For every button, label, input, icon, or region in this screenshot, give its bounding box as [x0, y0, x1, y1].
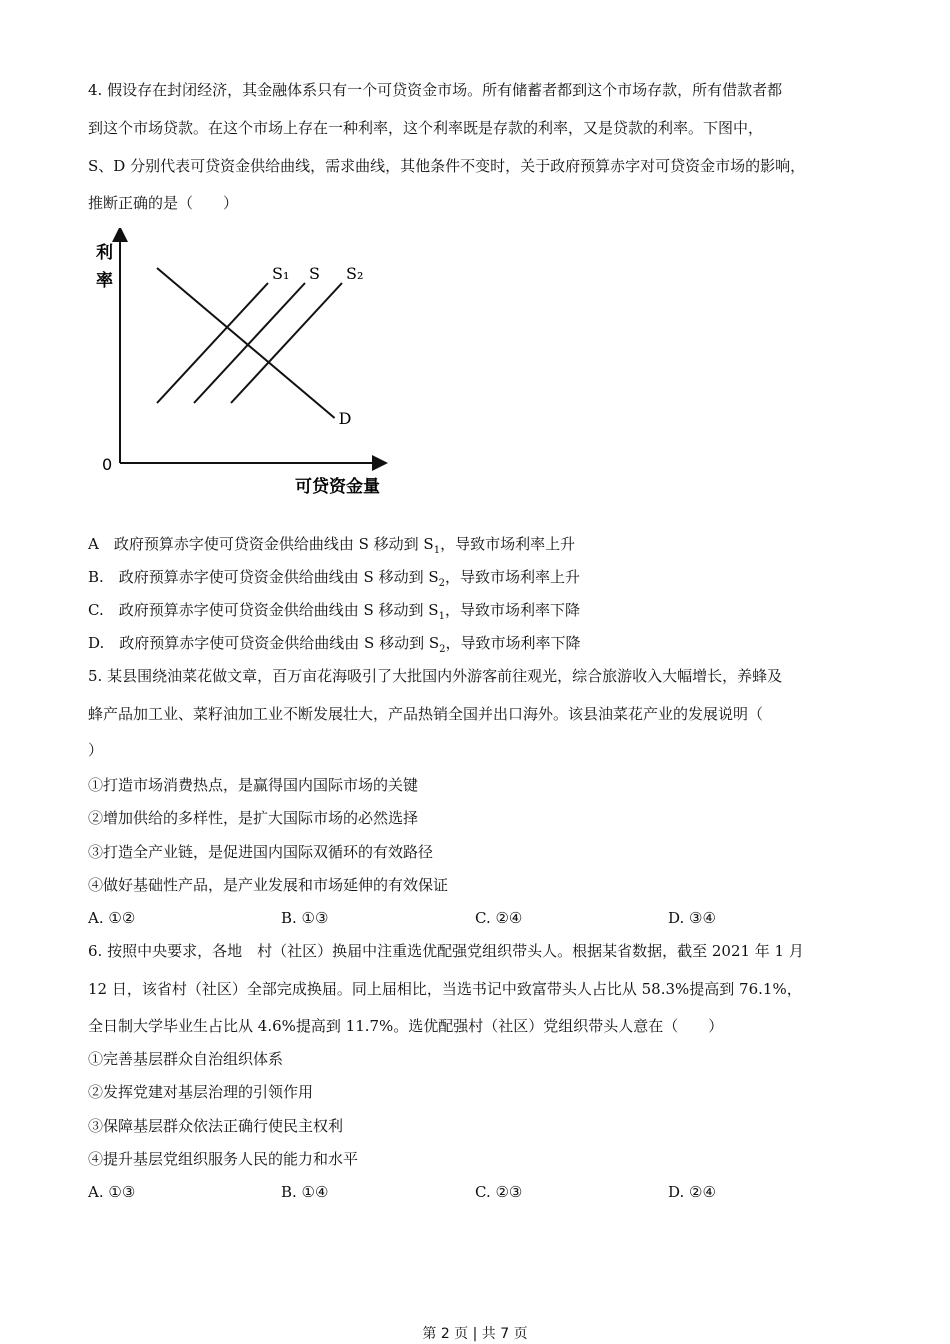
q5-stem-line-1: 5. 某县围绕油菜花做文章，百万亩花海吸引了大批国内外游客前往观光，综合旅游收入大幅增长，养蜂及	[88, 667, 783, 685]
series-line-1	[194, 283, 305, 403]
x-axis-label: 可贷资金量	[295, 477, 380, 497]
q5-option-a[interactable]: A. ①②	[88, 909, 136, 927]
q4-option-b[interactable]: B. 政府预算赤字使可贷资金供给曲线由 S 移动到 $S_2$，导致市场利率上升	[88, 568, 581, 589]
page-footer: 第 2 页 | 共 7 页	[422, 1326, 528, 1342]
series-label-3: D	[338, 409, 352, 428]
q5-stem-line-2: 蜂产品加工业、菜籽油加工业不断发展壮大，产品热销全国并出口海外。该县油菜花产业的发展说明（	[88, 705, 764, 723]
q5-item-4: ④做好基础性产品，是产业发展和市场延伸的有效保证	[88, 876, 449, 894]
series-label-0: S₁	[272, 264, 290, 283]
q5-item-2: ②增加供给的多样性，是扩大国际市场的必然选择	[88, 809, 419, 827]
series-line-2	[231, 283, 342, 403]
y-axis-label-char-1: 利	[96, 243, 113, 263]
q4-stem-line-3: S、D 分别代表可贷资金供给曲线，需求曲线，其他条件不变时，关于政府预算赤字对可贷资金市场的影响，	[88, 157, 806, 175]
series-label-2: S₂	[346, 264, 364, 283]
q4-option-a[interactable]: A 政府预算赤字使可贷资金供给曲线由 S 移动到 $S_1$，导致市场利率上升	[88, 535, 576, 556]
q5-option-c[interactable]: C. ②④	[475, 909, 523, 927]
origin-label: 0	[102, 455, 113, 474]
q6-option-c[interactable]: C. ②③	[475, 1183, 523, 1201]
q6-item-2: ②发挥党建对基层治理的引领作用	[88, 1083, 314, 1101]
q5-options	[88, 908, 868, 928]
y-axis-label-char-2: 率	[96, 271, 113, 291]
q6-stem-line-2: 12 日，该省村（社区）全部完成换届。同上届相比，当选书记中致富带头人占比从 58.3%提高到 76.1%，	[88, 980, 802, 998]
q5-item-1: ①打造市场消费热点，是赢得国内国际市场的关键	[88, 776, 419, 794]
q5-option-d[interactable]: D. ③④	[668, 909, 716, 927]
q5-option-b[interactable]: B. ①③	[281, 909, 329, 927]
q6-item-4: ④提升基层党组织服务人民的能力和水平	[88, 1150, 359, 1168]
q4-option-d[interactable]: D. 政府预算赤字使可贷资金供给曲线由 S 移动到 $S_2$，导致市场利率下降	[88, 634, 581, 655]
q5-item-3: ③打造全产业链，是促进国内国际双循环的有效路径	[88, 843, 434, 861]
q6-option-d[interactable]: D. ②④	[668, 1183, 716, 1201]
q6-options	[88, 1182, 868, 1202]
q4-option-c[interactable]: C. 政府预算赤字使可贷资金供给曲线由 S 移动到 $S_1$，导致市场利率下降	[88, 601, 580, 622]
q6-item-1: ①完善基层群众自治组织体系	[88, 1050, 284, 1068]
q6-item-3: ③保障基层群众依法正确行使民主权利	[88, 1117, 344, 1135]
q4-stem-line-1: 4. 假设存在封闭经济，其金融体系只有一个可贷资金市场。所有储蓄者都到这个市场存款，所有借款者都	[88, 81, 783, 99]
q6-option-a[interactable]: A. ①③	[88, 1183, 136, 1201]
loanable-funds-chart	[90, 228, 390, 503]
series-label-1: S	[309, 264, 320, 283]
q6-stem-line-1: 6. 按照中央要求，各地 村（社区）换届中注重选优配强党组织带头人。根据某省数据，截至 2021 年 1 月	[88, 942, 804, 960]
series-line-0	[157, 283, 268, 403]
q6-option-b[interactable]: B. ①④	[281, 1183, 329, 1201]
q4-stem-line-2: 到这个市场贷款。在这个市场上存在一种利率，这个利率既是存款的利率，又是贷款的利率。下图中，	[88, 119, 764, 137]
q6-stem-line-3: 全日制大学毕业生占比从 4.6%提高到 11.7%。选优配强村（社区）党组织带头人意在（ ）	[88, 1017, 724, 1035]
q4-stem-line-4: 推断正确的是（ ）	[88, 194, 239, 212]
series-line-3	[157, 268, 335, 418]
q5-stem-line-3: ）	[88, 741, 104, 759]
chart-series	[157, 264, 363, 428]
